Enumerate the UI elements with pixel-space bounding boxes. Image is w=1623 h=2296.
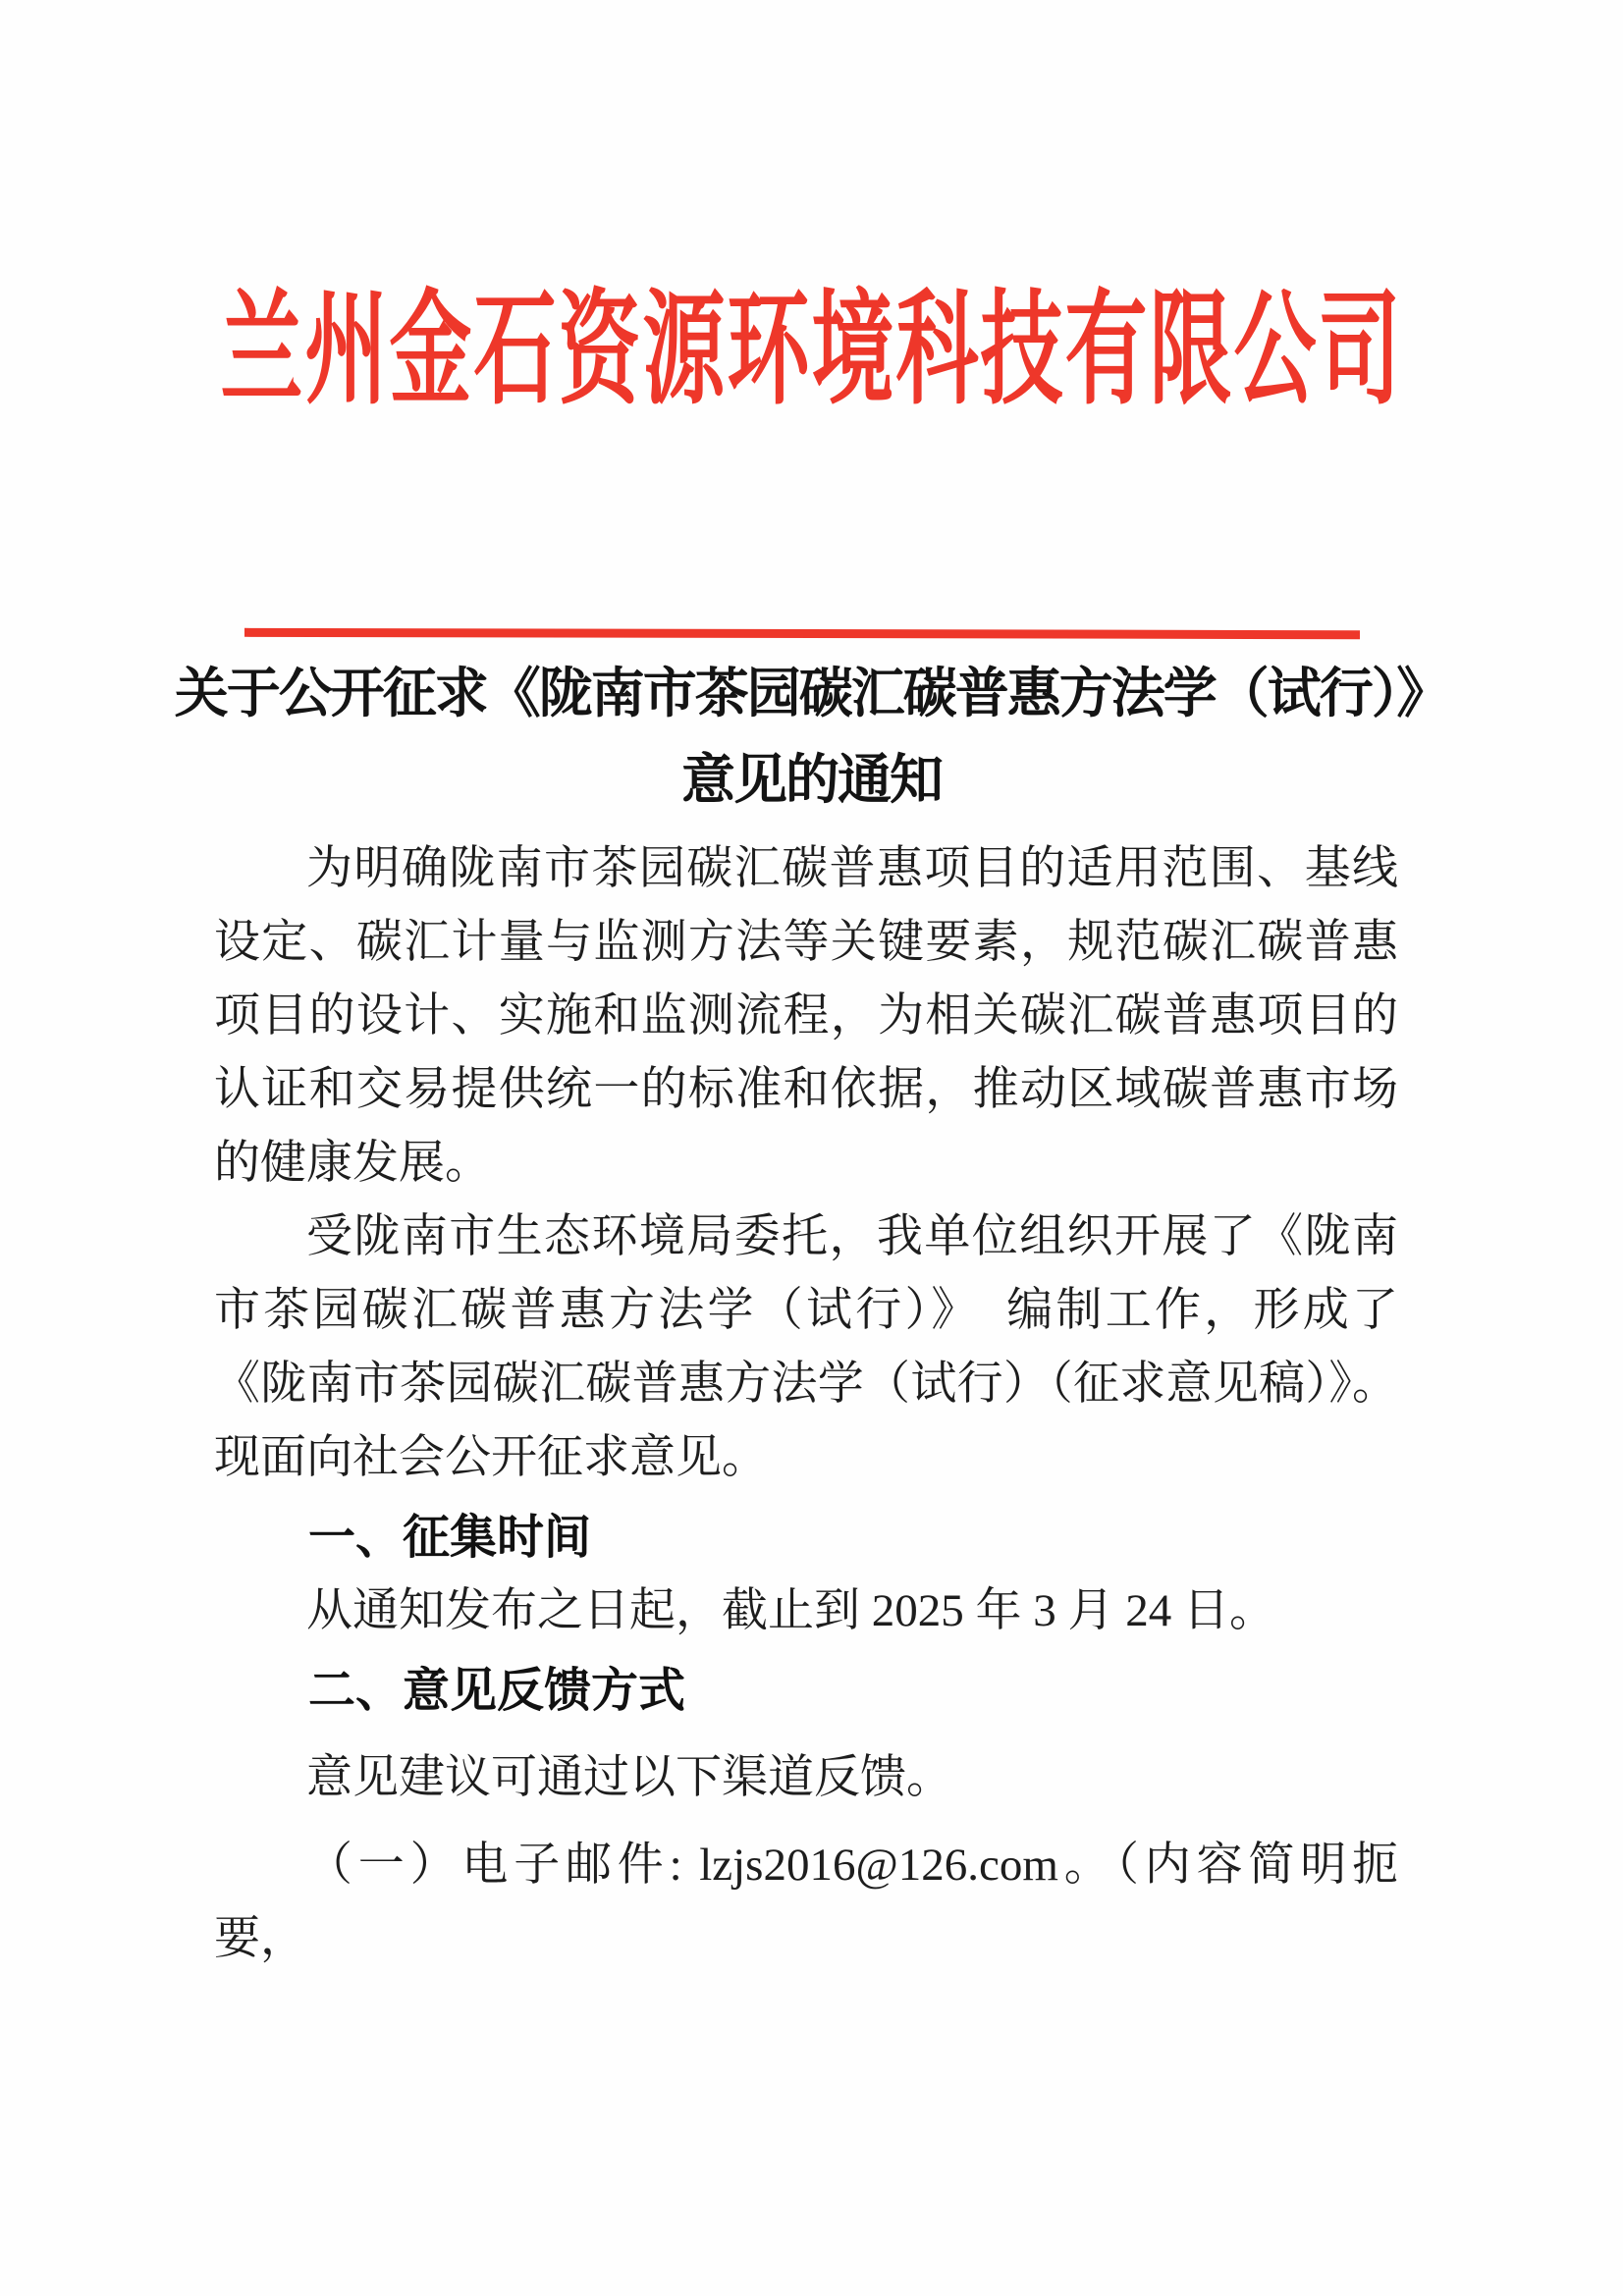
section-heading-feedback-method: 二、意见反馈方式 [308,1665,686,1717]
paragraph-deadline: 从通知发布之日起，截止到 2025 年 3 月 24 日。 [306,1585,1275,1636]
notice-title-line1: 关于公开征求《陇南市茶园碳汇碳普惠方法学（试行）》 [174,664,1449,723]
company-letterhead: 兰州金石资源环境科技有限公司 [220,283,1403,420]
paragraph-background: 受陇南市生态环境局委托，我单位组织开展了《陇南市茶园碳汇碳普惠方法学（试行）》 编制工作，形成了《陇南市茶园碳汇碳普惠方法学（试行）（征求意见稿）》。现面向社会公开征求意见。 [214,1211,1398,1483]
notice-title-line2: 意见的通知 [680,750,942,810]
notice-body [214,832,1398,1976]
section-heading-collection-time: 一、征集时间 [308,1512,592,1564]
notice-title [0,651,1623,824]
paragraph-email-channel: （一）电子邮件: lzjs2016@126.com。（内容简明扼要， [214,1840,1398,1964]
red-divider-rule [244,628,1360,639]
paragraph-feedback-channels: 意见建议可通过以下渠道反馈。 [306,1752,952,1803]
paragraph-purpose: 为明确陇南市茶园碳汇碳普惠项目的适用范围、基线设定、碳汇计量与监测方法等关键要素，规范碳汇碳普惠项目的设计、实施和监测流程，为相关碳汇碳普惠项目的认证和交易提供统一的标准和依据，推动区域碳普惠市场的健康发展。 [214,843,1398,1189]
